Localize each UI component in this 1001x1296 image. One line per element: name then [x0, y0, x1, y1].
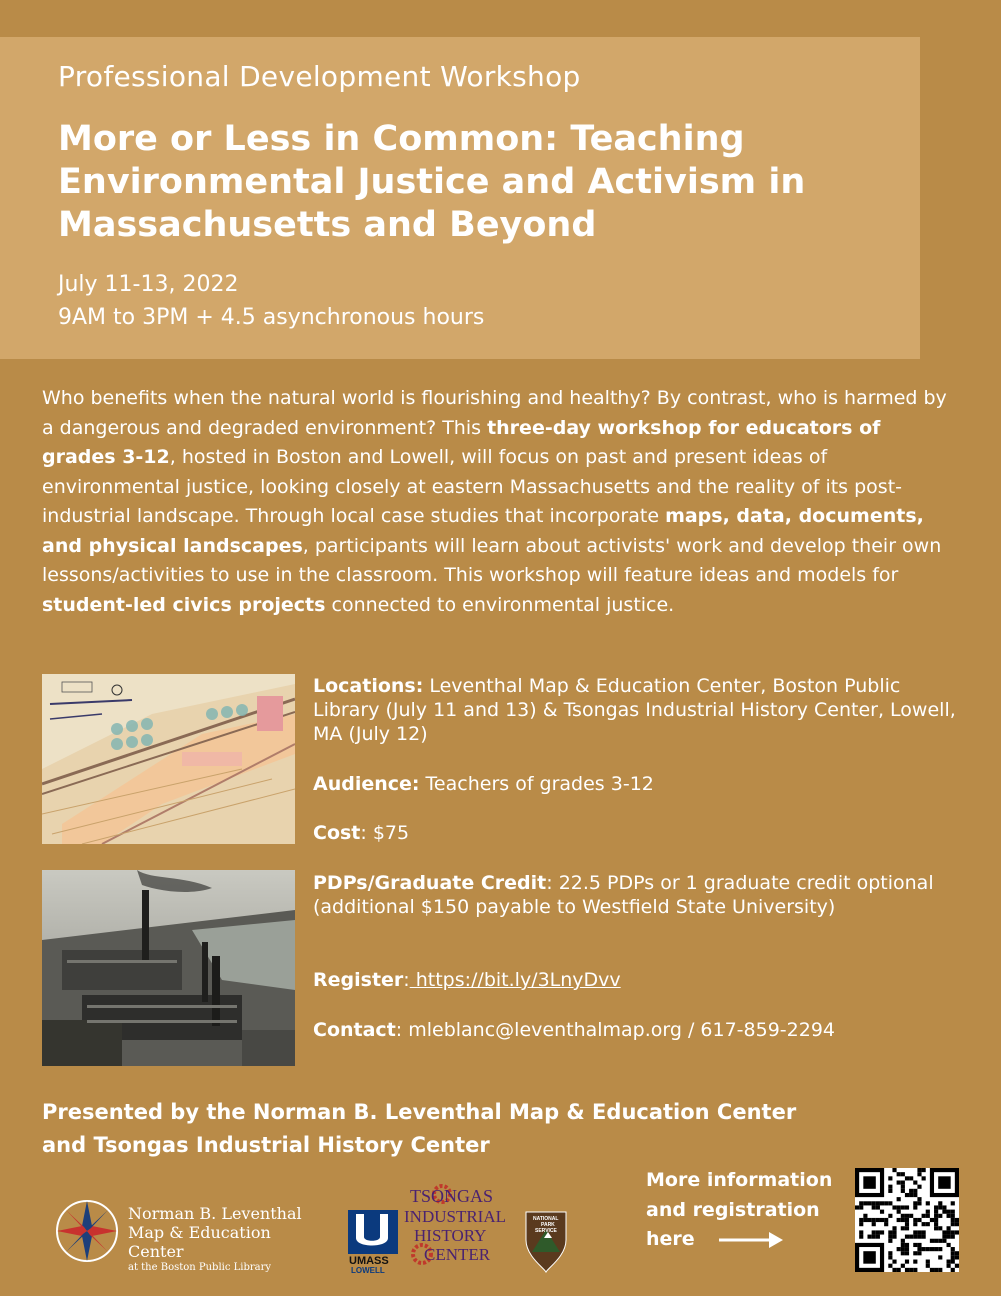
- locations-value: Leventhal Map & Education Center, Boston Public Library (July 11 and 13) & Tsongas Industrial History Center, Lowell, MA (July 12): [313, 675, 956, 745]
- leventhal-line: Norman B. Leventhal: [128, 1204, 302, 1223]
- partner-logos: [348, 1182, 580, 1274]
- intro-emphasis: maps, data, documents, and physical landscapes: [42, 505, 924, 557]
- intro-text: , hosted in Boston and Lowell, will focus on past and present ideas of environmental justice, looking closely at eastern Massachusetts and the reality of its post-industrial landscape. Through local case studies that incorporate: [42, 446, 903, 527]
- workshop-dates: [58, 268, 484, 334]
- leventhal-subline: at the Boston Public Library: [128, 1262, 272, 1273]
- industrial-photo: [42, 870, 295, 1066]
- locations-info: [313, 674, 963, 746]
- credit-value: : 22.5 PDPs or 1 graduate credit optional (additional $150 payable to Westfield State University): [313, 872, 934, 918]
- compass-rose-icon: [54, 1198, 120, 1264]
- more-info-line: here: [646, 1228, 695, 1250]
- contact-label: Contact: [313, 1019, 396, 1041]
- tsongas-line: HISTORY: [414, 1226, 487, 1245]
- nps-arrowhead-logo: [526, 1212, 566, 1272]
- cost-info: [313, 821, 963, 845]
- register-colon: :: [403, 969, 410, 991]
- register-label: Register: [313, 969, 404, 991]
- intro-emphasis: student-led civics projects: [42, 593, 326, 616]
- tsongas-line: TSONGAS: [410, 1186, 494, 1206]
- more-info-line: and registration: [646, 1198, 820, 1221]
- audience-value: Teachers of grades 3-12: [419, 773, 654, 795]
- qr-code[interactable]: [855, 1168, 959, 1272]
- lowell-text: LOWELL: [351, 1266, 385, 1274]
- tsongas-line: CENTER: [424, 1245, 491, 1264]
- contact-info: [313, 1018, 963, 1042]
- cost-value: : $75: [360, 822, 410, 844]
- historic-map-image: [42, 674, 295, 844]
- tsongas-line: INDUSTRIAL: [404, 1207, 506, 1226]
- workshop-time: 9AM to 3PM + 4.5 asynchronous hours: [58, 305, 485, 330]
- more-info-callout: [646, 1166, 856, 1255]
- umass-lowell-logo: [348, 1210, 398, 1274]
- register-info: [313, 968, 963, 992]
- presented-by: Presented by the Norman B. Leventhal Map & Education Center and Tsongas Industrial History Center: [42, 1100, 797, 1157]
- audience-label: Audience:: [313, 773, 420, 795]
- leventhal-logo: [54, 1198, 324, 1273]
- credit-label: PDPs/Graduate Credit: [313, 872, 547, 894]
- intro-paragraph: [42, 384, 960, 620]
- intro-text: Who benefits when the natural world is flourishing and healthy? By contrast, who is harmed by a dangerous and degraded environment? This: [42, 387, 947, 439]
- credit-info: [313, 871, 963, 919]
- locations-label: Locations:: [313, 675, 424, 697]
- cost-label: Cost: [313, 822, 361, 844]
- audience-info: [313, 772, 963, 796]
- workshop-date: July 11-13, 2022: [58, 272, 239, 297]
- arrow-right-icon: [719, 1230, 783, 1250]
- intro-emphasis: three-day workshop for educators of grades 3-12: [42, 416, 881, 468]
- nps-line: SERVICE: [535, 1228, 557, 1234]
- umass-text: UMASS: [349, 1255, 389, 1267]
- intro-text: , participants will learn about activists' work and develop their own lessons/activities to use in the classroom. This workshop will feature ideas and models for: [42, 534, 942, 586]
- tsongas-logo: [404, 1186, 506, 1264]
- workshop-type: Professional Development Workshop: [58, 60, 581, 93]
- nps-line: NATIONAL: [533, 1216, 559, 1222]
- contact-value: : mleblanc@leventhalmap.org / 617-859-2294: [395, 1019, 836, 1041]
- register-link[interactable]: https://bit.ly/3LnyDvv: [409, 969, 621, 991]
- more-info-line: More information: [646, 1169, 833, 1191]
- qr-code-icon: [855, 1168, 959, 1272]
- workshop-title: More or Less in Common: Teaching Environmental Justice and Activism in Massachusetts and Beyond: [58, 119, 806, 245]
- leventhal-line: Map & Education Center: [128, 1223, 271, 1261]
- leventhal-name: [128, 1204, 324, 1274]
- more-info-here-row: [646, 1225, 856, 1255]
- intro-text: connected to environmental justice.: [325, 593, 675, 616]
- nps-line: PARK: [541, 1222, 555, 1228]
